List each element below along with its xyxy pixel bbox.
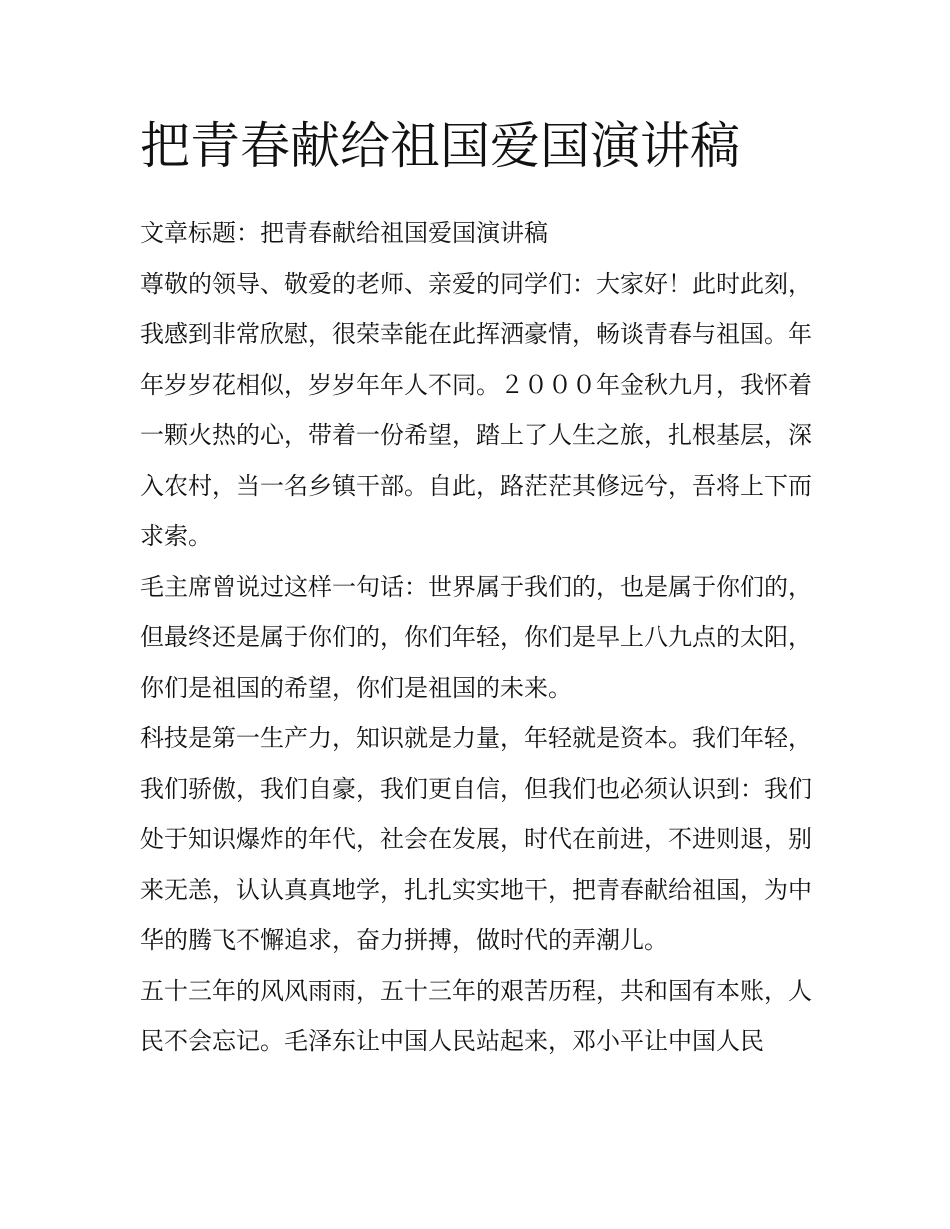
paragraph-4: 五十三年的风风雨雨，五十三年的艰苦历程，共和国有本账，人民不会忘记。毛泽东让中国人民站起来，邓小平让中国人民 [140, 976, 812, 1055]
document-page [140, 110, 812, 1067]
paragraph-3: 科技是第一生产力，知识就是力量，年轻就是资本。我们年轻，我们骄傲，我们自豪，我们更自信，但我们也必须认识到：我们处于知识爆炸的年代，社会在发展，时代在前进，不进则退，别来无恙，认认真真地学，扎扎实实地干，把青春献给祖国，为中华的腾飞不懈追求，奋力拼搏，做时代的弄潮儿。 [140, 724, 812, 954]
paragraph-2: 毛主席曾说过这样一句话：世界属于我们的，也是属于你们的，但最终还是属于你们的，你们年轻，你们是早上八九点的太阳，你们是祖国的希望，你们是祖国的未来。 [140, 572, 812, 702]
paragraph-1: 尊敬的领导、敬爱的老师、亲爱的同学们：大家好！此时此刻，我感到非常欣慰，很荣幸能在此挥洒豪情，畅谈青春与祖国。年年岁岁花相似，岁岁年年人不同。２０００年金秋九月，我怀着一颗火热的心，带着一份希望，踏上了人生之旅，扎根基层，深入农村，当一名乡镇干部。自此，路茫茫其修远兮，吾将上下而求索。 [140, 269, 812, 550]
document-title: 把青春献给祖国爱国演讲稿 [140, 117, 740, 175]
article-title-line: 文章标题：把青春献给祖国爱国演讲稿 [140, 219, 548, 247]
